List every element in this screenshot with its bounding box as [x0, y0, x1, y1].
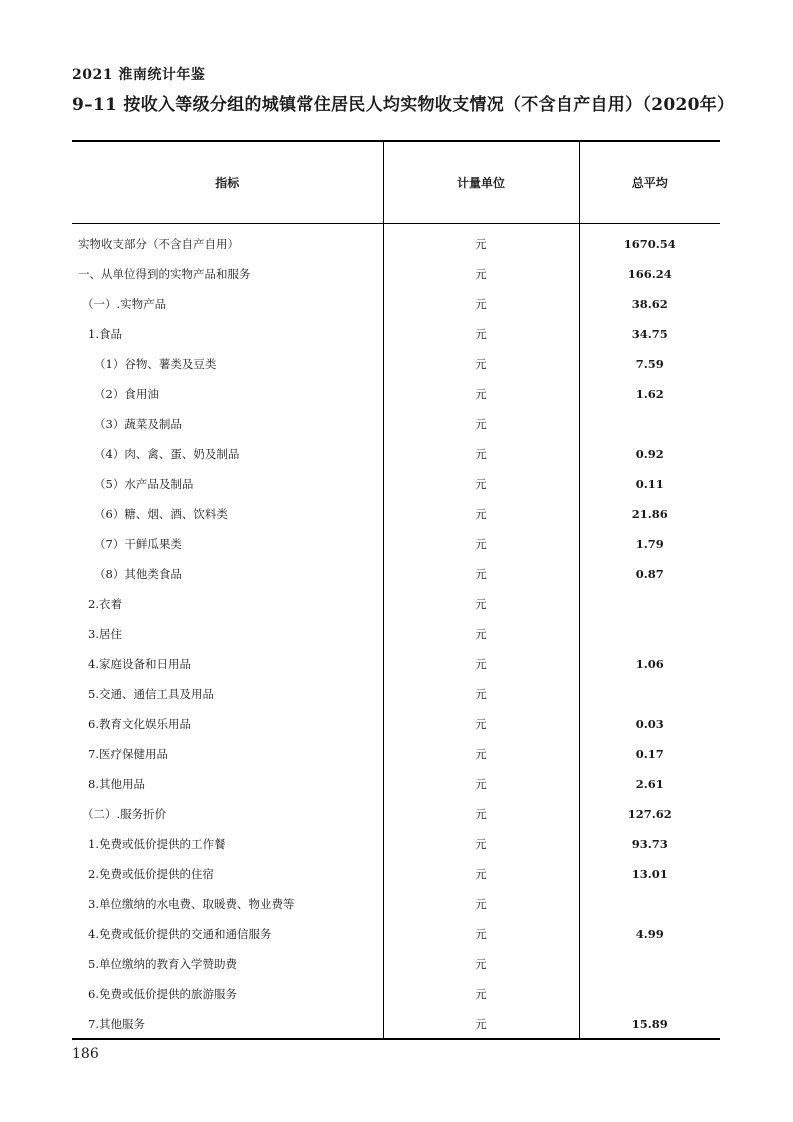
row-indicator-label: 6.免费或低价提供的旅游服务: [72, 979, 383, 1009]
row-total-average-value: [579, 589, 720, 619]
column-header-total-average: 总平均: [579, 141, 720, 223]
row-unit: 元: [383, 319, 579, 349]
row-indicator-label: 3.单位缴纳的水电费、取暖费、物业费等: [72, 889, 383, 919]
row-indicator-label: 4.免费或低价提供的交通和通信服务: [72, 919, 383, 949]
row-indicator-label: 4.家庭设备和日用品: [72, 649, 383, 679]
row-indicator-label: 2.免费或低价提供的住宿: [72, 859, 383, 889]
row-indicator-label: 8.其他用品: [72, 769, 383, 799]
row-unit: 元: [383, 829, 579, 859]
row-unit: 元: [383, 619, 579, 649]
table-title: 9–11 按收入等级分组的城镇常住居民人均实物收支情况（不含自产自用）（2020年）: [72, 95, 735, 115]
yearbook-header: 2021 淮南统计年鉴: [72, 67, 206, 83]
row-indicator-label: 1.免费或低价提供的工作餐: [72, 829, 383, 859]
row-unit: 元: [383, 439, 579, 469]
table-row: [72, 739, 720, 769]
row-indicator-label: 7.其他服务: [72, 1009, 383, 1039]
table-row: [72, 919, 720, 949]
column-header-indicator: 指标: [72, 141, 383, 223]
table-row: [72, 799, 720, 829]
row-indicator-label: 实物收支部分（不含自产自用）: [72, 223, 383, 259]
row-indicator-label: （3）蔬菜及制品: [72, 409, 383, 439]
row-indicator-label: 6.教育文化娱乐用品: [72, 709, 383, 739]
table-row: [72, 1009, 720, 1039]
row-unit: 元: [383, 739, 579, 769]
row-unit: 元: [383, 409, 579, 439]
row-total-average-value: 34.75: [631, 327, 668, 341]
table-row: [72, 223, 720, 259]
row-unit: 元: [383, 799, 579, 829]
row-total-average-value: 0.03: [635, 717, 664, 731]
row-indicator-label: （1）谷物、薯类及豆类: [72, 349, 383, 379]
row-indicator-label: （7）干鲜瓜果类: [72, 529, 383, 559]
row-total-average-value: 0.87: [635, 567, 664, 581]
row-unit: 元: [383, 859, 579, 889]
row-unit: 元: [383, 979, 579, 1009]
row-indicator-label: 7.医疗保健用品: [72, 739, 383, 769]
row-unit: 元: [383, 589, 579, 619]
row-unit: 元: [383, 259, 579, 289]
table-header-row: [72, 141, 720, 223]
table-row: [72, 979, 720, 1009]
row-unit: 元: [383, 469, 579, 499]
row-total-average-value: [579, 679, 720, 709]
table-row: [72, 409, 720, 439]
table-row: [72, 679, 720, 709]
row-total-average-value: 7.59: [635, 357, 664, 371]
row-total-average-value: 166.24: [627, 267, 672, 281]
row-indicator-label: （6）糖、烟、酒、饮料类: [72, 499, 383, 529]
table-row: [72, 859, 720, 889]
table-row: [72, 259, 720, 289]
row-total-average-value: [579, 949, 720, 979]
table-row: [72, 439, 720, 469]
table-row: [72, 619, 720, 649]
table-row: [72, 319, 720, 349]
row-total-average-value: 1670.54: [623, 237, 676, 252]
table-row: [72, 499, 720, 529]
row-unit: 元: [383, 559, 579, 589]
row-unit: 元: [383, 529, 579, 559]
statistics-table: [72, 140, 720, 1040]
row-indicator-label: （一）.实物产品: [72, 289, 383, 319]
table-row: [72, 949, 720, 979]
row-total-average-value: 93.73: [631, 837, 668, 851]
table-row: [72, 889, 720, 919]
row-unit: 元: [383, 949, 579, 979]
row-unit: 元: [383, 679, 579, 709]
row-indicator-label: （2）食用油: [72, 379, 383, 409]
row-total-average-value: 127.62: [627, 807, 672, 821]
row-indicator-label: 1.食品: [72, 319, 383, 349]
row-indicator-label: 2.衣着: [72, 589, 383, 619]
row-indicator-label: （5）水产品及制品: [72, 469, 383, 499]
table-row: [72, 769, 720, 799]
page-number: 186: [72, 1046, 99, 1062]
table-body: [72, 223, 720, 1039]
row-total-average-value: [579, 889, 720, 919]
table-row: [72, 469, 720, 499]
row-unit: 元: [383, 649, 579, 679]
row-indicator-label: 一、从单位得到的实物产品和服务: [72, 259, 383, 289]
column-header-unit: 计量单位: [383, 141, 579, 223]
row-total-average-value: [579, 409, 720, 439]
row-total-average-value: 0.92: [635, 447, 664, 461]
row-unit: 元: [383, 499, 579, 529]
row-total-average-value: 1.79: [635, 537, 664, 551]
row-total-average-value: [579, 979, 720, 1009]
row-total-average-value: 2.61: [635, 777, 664, 791]
table-row: [72, 709, 720, 739]
row-unit: 元: [383, 769, 579, 799]
table-row: [72, 379, 720, 409]
table-row: [72, 529, 720, 559]
row-total-average-value: [579, 619, 720, 649]
row-unit: 元: [383, 379, 579, 409]
row-total-average-value: 4.99: [635, 927, 664, 941]
row-total-average-value: 21.86: [631, 507, 668, 521]
row-total-average-value: 0.11: [635, 477, 664, 491]
table-row: [72, 289, 720, 319]
row-unit: 元: [383, 709, 579, 739]
row-indicator-label: （二）.服务折价: [72, 799, 383, 829]
row-indicator-label: （4）肉、禽、蛋、奶及制品: [72, 439, 383, 469]
row-total-average-value: 0.17: [635, 747, 664, 761]
table-row: [72, 829, 720, 859]
table-row: [72, 589, 720, 619]
statistics-table-container: [72, 140, 720, 1040]
row-total-average-value: 1.06: [635, 657, 664, 671]
row-indicator-label: （8）其他类食品: [72, 559, 383, 589]
table-row: [72, 559, 720, 589]
table-row: [72, 649, 720, 679]
row-total-average-value: 38.62: [631, 297, 668, 311]
row-unit: 元: [383, 1009, 579, 1039]
row-indicator-label: 3.居住: [72, 619, 383, 649]
row-unit: 元: [383, 349, 579, 379]
row-unit: 元: [383, 919, 579, 949]
row-total-average-value: 13.01: [631, 867, 668, 881]
row-indicator-label: 5.单位缴纳的教育入学赞助费: [72, 949, 383, 979]
row-indicator-label: 5.交通、通信工具及用品: [72, 679, 383, 709]
table-row: [72, 349, 720, 379]
row-unit: 元: [383, 289, 579, 319]
row-total-average-value: 1.62: [635, 387, 664, 401]
row-unit: 元: [383, 223, 579, 259]
row-unit: 元: [383, 889, 579, 919]
row-total-average-value: 15.89: [579, 1009, 720, 1039]
